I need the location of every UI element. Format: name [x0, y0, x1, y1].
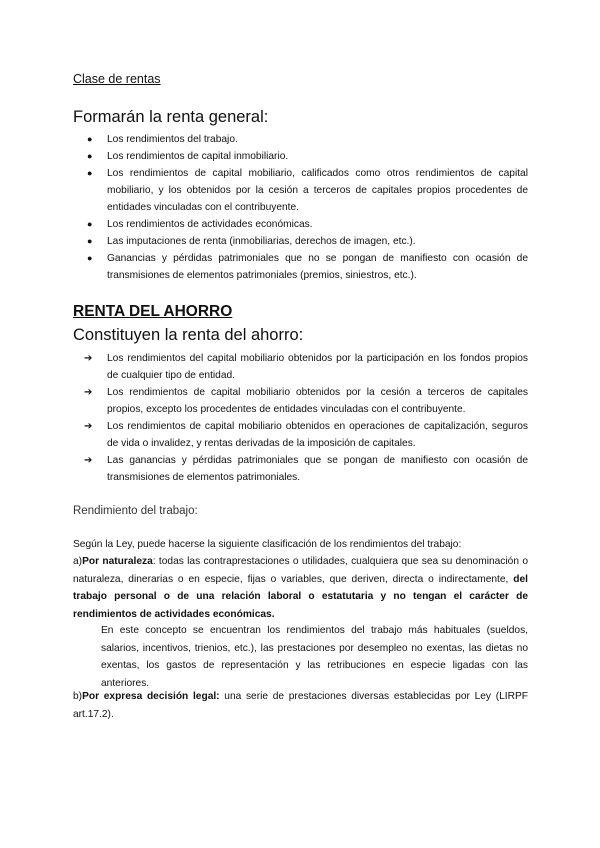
list-item: ➔ Los rendimientos de capital mobiliario obtenidos en operaciones de capitalización, seguros de vida o invalidez, y rentas derivadas de la imposición de capitales. [73, 418, 528, 452]
list-item: ➔ Los rendimientos de capital mobiliario obtenidos por la cesión a terceros de capitales propios, excepto los procedentes de entidades vinculadas con el contribuyente. [73, 384, 528, 418]
bullet-icon: ● [87, 253, 93, 263]
list-item: ➔ Los rendimientos del capital mobiliario obtenidos por la participación en los fondos propios de cualquier tipo de entidad. [73, 350, 528, 384]
bullet-icon: ● [87, 219, 93, 229]
arrow-right-icon: ➔ [84, 421, 93, 432]
list-item: ● Los rendimientos de capital inmobiliario. [73, 148, 528, 165]
section-title: Clase de rentas [73, 72, 161, 86]
list-item: ● Los rendimientos del trabajo. [73, 131, 528, 148]
renta-general-list [73, 131, 528, 284]
list-item: ● Los rendimientos de actividades económicas. [73, 216, 528, 233]
bullet-icon: ● [87, 236, 93, 246]
trabajo-a-detail: En este concepto se encuentran los rendimientos del trabajo más habituales (sueldos, salarios, incentivos, trienios, etc.), las prestaciones por desempleo no exentas, las dietas no exentas, los gastos de representación y las retribuciones en especie ligadas con las anteriores. [101, 625, 528, 689]
renta-ahorro-list [73, 350, 528, 486]
list-item: ➔ Las ganancias y pérdidas patrimoniales que se pongan de manifiesto con ocasión de transmisiones de elementos patrimoniales. [73, 452, 528, 486]
rendimiento-trabajo-heading: Rendimiento del trabajo: [73, 505, 198, 517]
renta-ahorro-heading: RENTA DEL AHORRO [73, 303, 233, 320]
bullet-icon: ● [87, 151, 93, 161]
trabajo-intro: Según la Ley, puede hacerse la siguiente clasificación de los rendimientos del trabajo: [73, 539, 462, 550]
trabajo-b-paragraph: b)Por expresa decisión legal: una serie de prestaciones diversas establecidas por Ley (LIRPF art.17.2). [73, 691, 528, 720]
bullet-icon: ● [87, 134, 93, 144]
list-item: ● Ganancias y pérdidas patrimoniales que no se pongan de manifiesto con ocasión de transmisiones de elementos patrimoniales (premios, siniestros, etc.). [73, 250, 528, 284]
renta-general-heading: Formarán la renta general: [73, 108, 269, 126]
arrow-right-icon: ➔ [84, 353, 93, 364]
arrow-right-icon: ➔ [84, 387, 93, 398]
arrow-right-icon: ➔ [84, 455, 93, 466]
bullet-icon: ● [87, 168, 93, 178]
list-item: ● Las imputaciones de renta (inmobiliarias, derechos de imagen, etc.). [73, 233, 528, 250]
list-item: ● Los rendimientos de capital mobiliario, calificados como otros rendimientos de capital mobiliario, y los obtenidos por la cesión a terceros de capitales propios procedentes de entidades vinculadas con el contribuyente. [73, 165, 528, 216]
renta-ahorro-subheading: Constituyen la renta del ahorro: [73, 326, 304, 344]
trabajo-a-paragraph: a)Por naturaleza: todas las contraprestaciones o utilidades, cualquiera que sea su denominación o naturaleza, dinerarias o en especie, fijas o variables, que deriven, directa o indirectamente, del trabajo personal o de una relación laboral o estatutaria y no tengan el carácter de rendimientos de actividades económicas. [73, 556, 528, 620]
